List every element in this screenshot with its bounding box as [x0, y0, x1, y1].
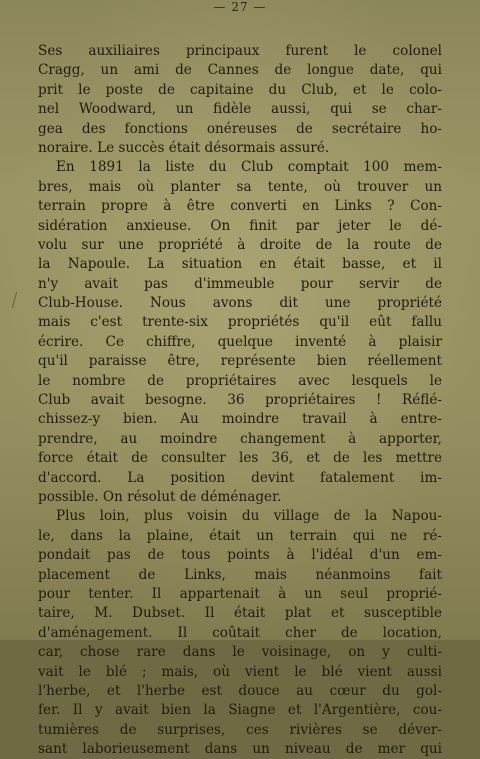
text-line: écrire. Ce chiffre, quelque inventé à plaisir [38, 333, 442, 350]
text-line: fer. Il y avait bien la Siagne et l'Argentière, cou- [38, 702, 442, 719]
text-line: la Napoule. La situation en était basse, et il [38, 256, 442, 273]
text-line: d'aménagement. Il coûtait cher de location, [38, 624, 442, 641]
text-line: chissez-y bien. Au moindre travail à entre- [38, 411, 442, 428]
text-line: Plus loin, plus voisin du village de la Napou- [56, 508, 442, 525]
text-line: sant laborieusement dans un niveau de mer qui [38, 741, 442, 758]
text-line: bres, mais où planter sa tente, où trouver un [38, 178, 442, 195]
text-line: pondait pas de tous points à l'idéal d'un em- [38, 547, 442, 564]
text-line: le, dans la plaine, était un terrain qui ne ré- [38, 527, 442, 544]
text-line: noraire. Le succès était désormais assuré. [38, 139, 330, 156]
text-line: nel Woodward, un fidèle aussi, qui se char- [38, 101, 442, 118]
text-line: tumières de surprises, ces rivières se déver- [38, 721, 442, 738]
text-line: Club avait besogne. 36 propriétaires ! Réflé- [38, 392, 442, 409]
text-line: sidération anxieuse. On finit par jeter le dé- [38, 217, 442, 234]
text-line: le nombre de propriétaires avec lesquels le [38, 372, 442, 389]
margin-pencil-mark [12, 292, 25, 308]
text-line: prit le poste de capitaine du Club, et le colo- [38, 81, 442, 98]
text-line: placement de Links, mais néanmoins fait [38, 566, 442, 583]
text-line: n'y avait pas d'immeuble pour servir de [38, 275, 442, 292]
body-text [38, 42, 442, 759]
text-line: Cragg, un ami de Cannes de longue date, qui [38, 62, 442, 79]
text-line: pour tenter. Il appartenait à un seul proprié- [38, 585, 442, 602]
text-line: force était de consulter les 36, et de les mettre [38, 450, 442, 467]
page-number: — 27 — [213, 0, 267, 14]
text-line: Ses auxiliaires principaux furent le colonel [38, 43, 442, 59]
text-line: d'accord. La position devint fatalement im- [38, 469, 442, 486]
text-line: volu sur une propriété à droite de la route de [38, 236, 442, 253]
text-line: gea des fonctions onéreuses de secrétaire ho- [38, 120, 442, 137]
text-line: taire, M. Dubset. Il était plat et susceptible [38, 605, 442, 622]
text-line: prendre, au moindre changement à apporter, [38, 430, 442, 447]
text-line: l'herbe, et l'herbe est douce au cœur du gol- [38, 682, 442, 699]
text-line: mais c'est trente-six propriétés qu'il eût fallu [38, 314, 442, 331]
text-line: car, chose rare dans le voisinage, on y culti- [38, 644, 442, 661]
text-line: vait le blé ; mais, où vient le blé vient aussi [38, 663, 442, 680]
text-line: Club-House. Nous avons dit une propriété [38, 295, 442, 312]
text-line: En 1891 la liste du Club comptait 100 mem- [56, 159, 442, 176]
text-line: terrain propre à être converti en Links ? Con- [38, 198, 442, 215]
text-line: qu'il paraisse être, représente bien réellement [38, 353, 442, 370]
text-line: possible. On résolut de déménager. [38, 488, 282, 505]
